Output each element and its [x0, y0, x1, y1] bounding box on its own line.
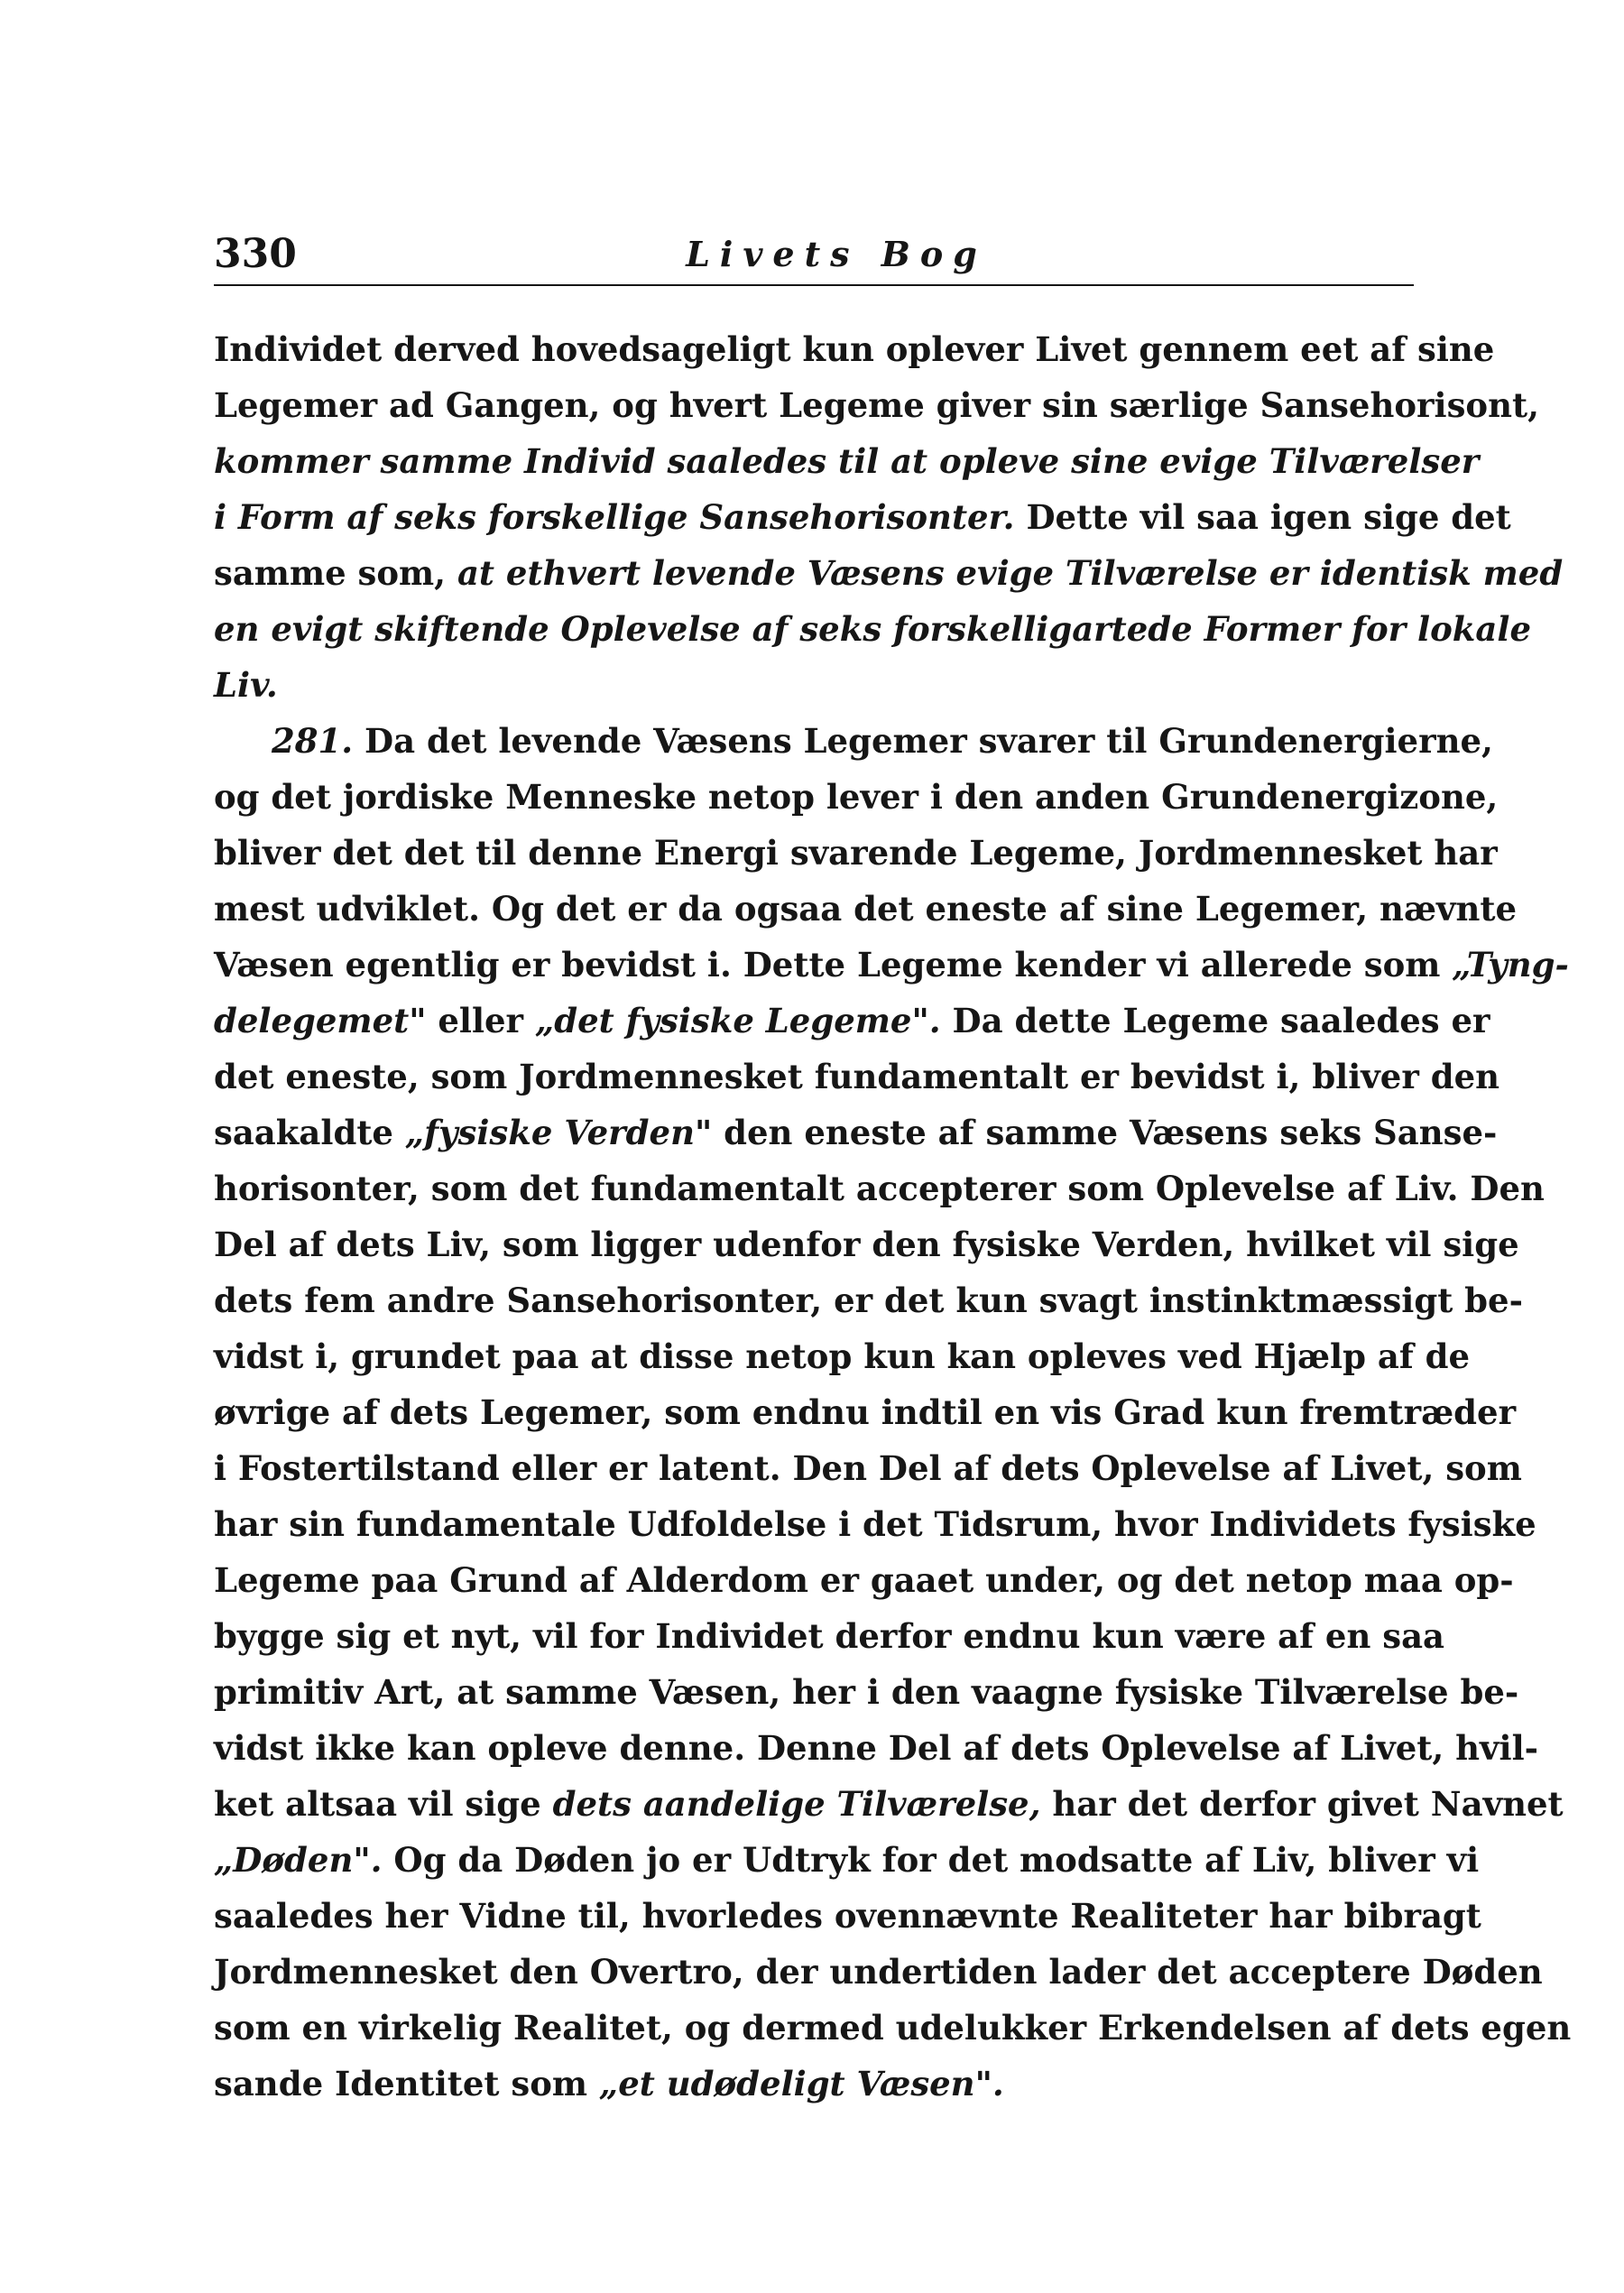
text-segment: i Fostertilstand eller er latent. Den Del af dets Oplevelse af Livet, som [214, 1448, 1522, 1488]
text-line [214, 433, 1480, 489]
italic-text: Liv. [214, 665, 278, 705]
text-line [214, 1664, 1519, 1720]
italic-text: „det fysiske Legeme". [534, 1001, 941, 1040]
text-line [214, 601, 1531, 657]
text-segment: Jordmennesket den Overtro, der undertiden lader det acceptere Døden [214, 1952, 1543, 1992]
text-segment: Individet derved hovedsageligt kun oplever Livet gennem eet af sine [214, 329, 1495, 369]
text-segment: har sin fundamentale Udfoldelse i det Tidsrum, hvor Individets fysiske [214, 1504, 1536, 1544]
text-segment: Legemer ad Gangen, og hvert Legeme giver sin særlige Sansehorisont, [214, 385, 1539, 425]
text-line [214, 825, 1498, 881]
text-segment: den eneste af samme Væsens seks Sanse- [712, 1113, 1498, 1152]
text-line [214, 1272, 1523, 1328]
text-line [214, 1944, 1543, 2000]
italic-text: en evigt skiftende Oplevelse af seks forskelligartede Former for lokale [214, 609, 1531, 649]
page-number: 330 [214, 231, 297, 277]
page-header [214, 230, 1414, 286]
text-line [214, 1832, 1480, 1888]
italic-text: „Døden". [214, 1840, 383, 1880]
italic-text: kommer samme Individ saaledes til at opleve sine evige Tilværelser [214, 441, 1480, 481]
italic-text: dets aandelige Tilværelse, [552, 1784, 1041, 1824]
text-segment: primitiv Art, at samme Væsen, her i den vaagne fysiske Tilværelse be- [214, 1672, 1519, 1712]
text-segment: Dette vil saa igen sige det [1014, 497, 1511, 537]
text-segment: mest udviklet. Og det er da ogsaa det eneste af sine Legemer, nævnte [214, 889, 1518, 929]
text-line [214, 2056, 1414, 2112]
text-line [214, 1384, 1517, 1440]
text-line [214, 1105, 1498, 1160]
italic-text: delegemet" [214, 1001, 427, 1040]
text-segment: vidst ikke kan opleve denne. Denne Del af dets Oplevelse af Livet, hvil- [214, 1728, 1539, 1768]
text-segment: dets fem andre Sansehorisonter, er det kun svagt instinktmæssigt be- [214, 1281, 1523, 1320]
text-line [214, 1552, 1514, 1608]
italic-text: „et udødeligt Væsen". [598, 2064, 1004, 2103]
text-line [214, 1720, 1539, 1776]
italic-text: i Form af seks forskellige Sansehorisonter. [214, 497, 1015, 537]
text-segment: Del af dets Liv, som ligger udenfor den fysiske Verden, hvilket vil sige [214, 1225, 1519, 1264]
italic-text: „fysiske Verden" [404, 1113, 713, 1152]
text-segment: saakaldte [214, 1113, 405, 1152]
text-line [214, 993, 1490, 1049]
text-line [214, 377, 1539, 433]
text-line [214, 1440, 1522, 1496]
text-segment: eller [426, 1001, 535, 1040]
text-segment: samme som, [214, 553, 457, 593]
text-line [214, 545, 1564, 601]
text-line [214, 1496, 1536, 1552]
text-line [214, 937, 1569, 993]
text-segment: og det jordiske Menneske netop lever i den anden Grundenergizone, [214, 777, 1499, 817]
text-segment: Og da Døden jo er Udtryk for det modsatte af Liv, bliver vi [382, 1840, 1480, 1880]
text-line [214, 881, 1518, 937]
text-segment: Legeme paa Grund af Alderdom er gaaet under, og det netop maa op- [214, 1560, 1514, 1600]
text-segment: saaledes her Vidne til, hvorledes ovennævnte Realiteter har bibragt [214, 1896, 1481, 1936]
text-line [214, 1776, 1564, 1832]
text-line [214, 1160, 1545, 1216]
italic-text: at ethvert levende Væsens evige Tilværelse er identisk med [457, 553, 1564, 593]
text-segment: Væsen egentlig er bevidst i. Dette Legeme kender vi allerede som [214, 945, 1453, 985]
text-segment: vidst i, grundet paa at disse netop kun kan opleves ved Hjælp af de [214, 1336, 1471, 1376]
text-line [214, 1049, 1500, 1105]
text-segment: horisonter, som det fundamentalt accepterer som Oplevelse af Liv. Den [214, 1169, 1545, 1208]
text-segment: øvrige af dets Legemer, som endnu indtil en vis Grad kun fremtræder [214, 1392, 1517, 1432]
text-line [214, 1216, 1519, 1272]
italic-text: „Tyng- [1452, 945, 1569, 985]
body-text [214, 321, 1572, 2112]
text-line [214, 1888, 1481, 1944]
text-segment: ket altsaa vil sige [214, 1784, 553, 1824]
text-line [214, 1328, 1471, 1384]
text-segment: Da dette Legeme saaledes er [940, 1001, 1490, 1040]
text-line [214, 489, 1511, 545]
text-segment: bliver det det til denne Energi svarende Legeme, Jordmennesket har [214, 833, 1498, 873]
text-line [214, 713, 1493, 769]
text-line [214, 321, 1495, 377]
text-segment: det eneste, som Jordmennesket fundamentalt er bevidst i, bliver den [214, 1057, 1500, 1096]
header-rule [214, 284, 1414, 286]
text-line [214, 2000, 1572, 2056]
italic-text: 281. [272, 721, 354, 761]
text-segment: bygge sig et nyt, vil for Individet derfor endnu kun være af en saa [214, 1616, 1445, 1656]
text-segment: som en virkelig Realitet, og dermed udelukker Erkendelsen af dets egen [214, 2008, 1572, 2048]
text-segment: har det derfor givet Navnet [1040, 1784, 1564, 1824]
text-line [214, 769, 1499, 825]
text-line [214, 1608, 1445, 1664]
text-segment: sande Identitet som [214, 2064, 599, 2103]
running-title: Livets Bog [686, 234, 987, 274]
text-line [214, 657, 1414, 713]
text-segment: Da det levende Væsens Legemer svarer til Grundenergierne, [353, 721, 1493, 761]
